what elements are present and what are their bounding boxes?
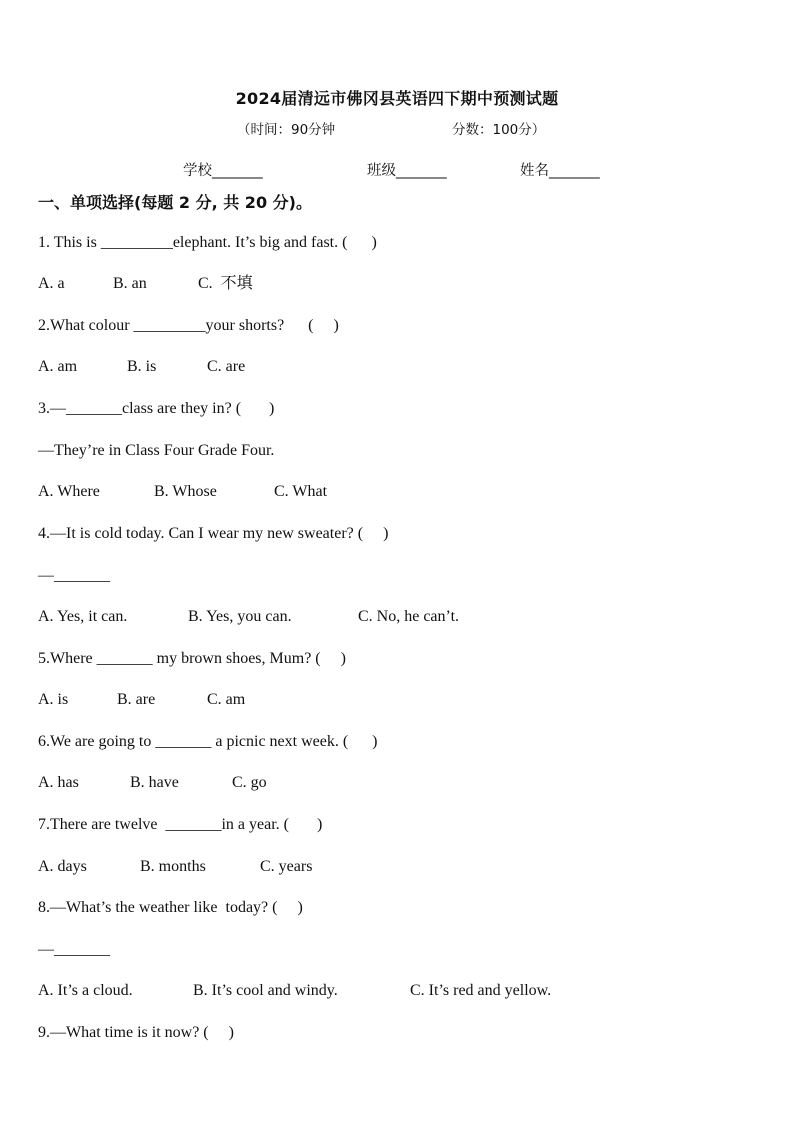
q8-option-a: A. It’s a cloud. — [38, 982, 133, 999]
q2-option-b: B. is — [127, 358, 157, 375]
q6-option-c: C. go — [232, 774, 267, 791]
question-7: 7.There are twelve _______in a year. ( ) — [38, 816, 323, 833]
name-field: 姓名_______ — [520, 163, 600, 179]
q4-option-c: C. No, he can’t. — [358, 608, 460, 625]
q3-option-c: C. What — [274, 483, 328, 500]
q1-option-a: A. a — [38, 275, 65, 292]
q6-option-a: A. has — [38, 774, 79, 791]
q5-option-b: B. are — [117, 691, 156, 708]
q7-option-b: B. months — [140, 858, 206, 875]
q3-option-a: A. Where — [38, 483, 100, 500]
q5-option-c: C. am — [207, 691, 246, 708]
question-9: 9.—What time is it now? ( ) — [38, 1024, 234, 1041]
question-3: 3.—_______class are they in? ( ) — [38, 400, 275, 417]
q7-option-c: C. years — [260, 858, 313, 875]
q8-reply-blank: —_______ — [38, 941, 110, 958]
question-4: 4.—It is cold today. Can I wear my new sweater? ( ) — [38, 525, 389, 542]
time-label: （时间：90分钟 — [237, 122, 336, 138]
q8-option-b: B. It’s cool and windy. — [193, 982, 338, 999]
q3-option-b: B. Whose — [154, 483, 217, 500]
q1-option-c: C. 不填 — [198, 275, 253, 292]
question-1: 1. This is _________elephant. It’s big and fast. ( ) — [38, 234, 377, 251]
page-title: 2024届清远市佛冈县英语四下期中预测试题 — [235, 89, 559, 108]
q6-option-b: B. have — [130, 774, 179, 791]
q2-option-c: C. are — [207, 358, 246, 375]
q4-reply-blank: —_______ — [38, 567, 110, 584]
q8-option-c: C. It’s red and yellow. — [410, 982, 552, 999]
school-field: 学校_______ — [183, 163, 263, 179]
class-field: 班级_______ — [367, 163, 447, 179]
question-6: 6.We are going to _______ a picnic next week. ( ) — [38, 733, 378, 750]
q2-option-a: A. am — [38, 358, 78, 375]
q5-option-a: A. is — [38, 691, 69, 708]
section-heading: 一、单项选择(每题 2 分, 共 20 分)。 — [38, 193, 312, 212]
q4-option-b: B. Yes, you can. — [188, 608, 292, 625]
question-2: 2.What colour _________your shorts? ( ) — [38, 317, 339, 334]
q1-option-b: B. an — [113, 275, 147, 292]
q4-option-a: A. Yes, it can. — [38, 608, 128, 625]
q3-reply: —They’re in Class Four Grade Four. — [38, 442, 275, 459]
q7-option-a: A. days — [38, 858, 87, 875]
score-label: 分数：100分） — [452, 122, 546, 138]
question-5: 5.Where _______ my brown shoes, Mum? ( ) — [38, 650, 346, 667]
question-8: 8.—What’s the weather like today? ( ) — [38, 899, 303, 916]
